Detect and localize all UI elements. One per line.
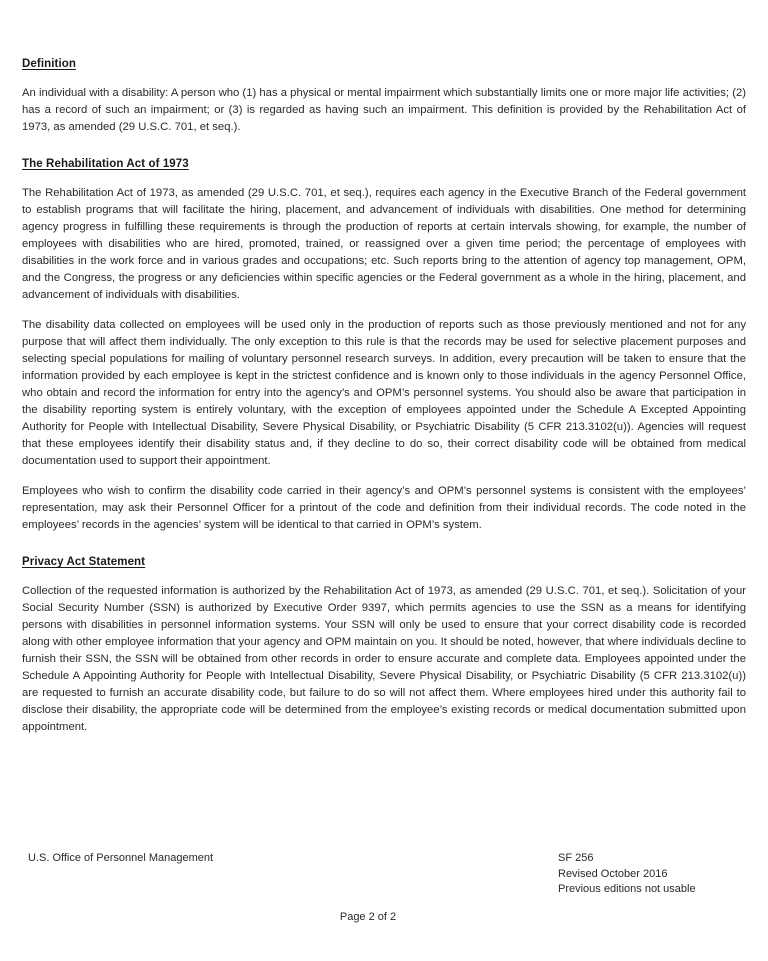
section-heading-privacy-act-text: Privacy Act Statement <box>22 556 146 568</box>
paragraph-rehab-2: The disability data collected on employees will be used only in the production of reports such as those previously mentioned and not for any purpose that will affect them individually. The only exception to this rule is that the records may be used for selective placement purposes and selecting special populations for mailing of voluntary personnel research surveys. In addition, every precaution will be taken to ensure that the information provided by each employee is kept in the strictest confidence and is known only to those individuals in the agency Personnel Office, who obtain and record the information for entry into the agency’s and OPM’s personnel systems. You should also be aware that participation in the disability reporting system is entirely voluntary, with the exception of employees appointed under the Schedule A Excepted Appointing Authority for People with Intellectual Disability, Severe Physical Disability, or Psychiatric Disability (5 CFR 213.3102(u)). Agencies will request that these employees identify their disability status and, if they decline to do so, their correct disability code will be obtained from medical documentation used to support their appointment. <box>22 319 746 467</box>
paragraph-definition-1: An individual with a disability: A person who (1) has a physical or mental impairment which substantially limits one or more major life activities; (2) has a record of such an impairment; or (3) is regarded as having such an impairment. This definition is provided by the Rehabilitation Act of 1973, as amended (29 U.S.C. 701, et seq.). <box>22 87 746 133</box>
page-footer <box>0 851 768 941</box>
section-definition <box>22 56 746 136</box>
footer-agency-name: U.S. Office of Personnel Management <box>28 852 214 864</box>
paragraph-rehab-3: Employees who wish to confirm the disability code carried in their agency’s and OPM’s personnel systems is consistent with the employees’ representation, may ask their Personnel Officer for a printout of the code and definition from their individual records. The code noted in the employees’ records in the agencies’ system will be identical to that carried in OPM’s system. <box>22 485 746 531</box>
footer-form-info <box>558 851 696 898</box>
section-heading-rehabilitation-act <box>22 156 746 173</box>
footer-form-number: SF 256 <box>558 852 594 864</box>
section-heading-definition-text: Definition <box>22 58 77 70</box>
paragraph-rehab-1: The Rehabilitation Act of 1973, as amended (29 U.S.C. 701, et seq.), requires each agency in the Executive Branch of the Federal government to establish programs that will facilitate the hiring, placement, and advancement of individuals with disabilities. One method for determining agency progress in fulfilling these requirements is through the production of reports at certain intervals showing, for example, the number of employees with disabilities who are hired, promoted, trained, or reassigned over a given time period; the percentage of employees with disabilities in the work force and in various grades and occupations; etc. Such reports bring to the attention of agency top management, OPM, and the Congress, the progress or any deficiencies within specific agencies or the Federal government as a whole in the hiring, placement, and advancement of individuals with disabilities. <box>22 187 746 301</box>
document-body <box>22 56 746 736</box>
section-heading-privacy-act <box>22 554 746 571</box>
section-heading-definition <box>22 56 746 73</box>
section-rehabilitation-act <box>22 156 746 534</box>
section-privacy-act-statement <box>22 554 746 736</box>
footer-edition-note: Previous editions not usable <box>558 883 696 895</box>
footer-revision-date: Revised October 2016 <box>558 867 668 880</box>
footer-page-number-text: Page 2 of 2 <box>339 911 397 923</box>
paragraph-privacy-1: Collection of the requested information is authorized by the Rehabilitation Act of 1973, as amended (29 U.S.C. 701, et seq.). Solicitation of your Social Security Number (SSN) is authorized by Executive Order 9397, which permits agencies to use the SSN as a means for identifying persons with disabilities in personnel information systems. Your SSN will only be used to ensure that your correct disability code is recorded along with other employee information that your agency and OPM maintain on you. It should be noted, however, that where individuals decline to furnish their SSN, the SSN will be obtained from other records in order to ensure accurate and complete data. Employees appointed under the Schedule A Appointing Authority for People with Intellectual Disability, Severe Physical Disability, or Psychiatric Disability (5 CFR 213.3102(u)) are requested to furnish an accurate disability code, but failure to do so will not affect them. Where employees hired under this authority fail to disclose their disability, the appropriate code will be determined from the employee’s existing records or medical documentation submitted upon appointment. <box>22 585 746 733</box>
footer-page-number <box>0 910 768 925</box>
section-heading-rehabilitation-act-text: The Rehabilitation Act of 1973 <box>22 158 189 170</box>
